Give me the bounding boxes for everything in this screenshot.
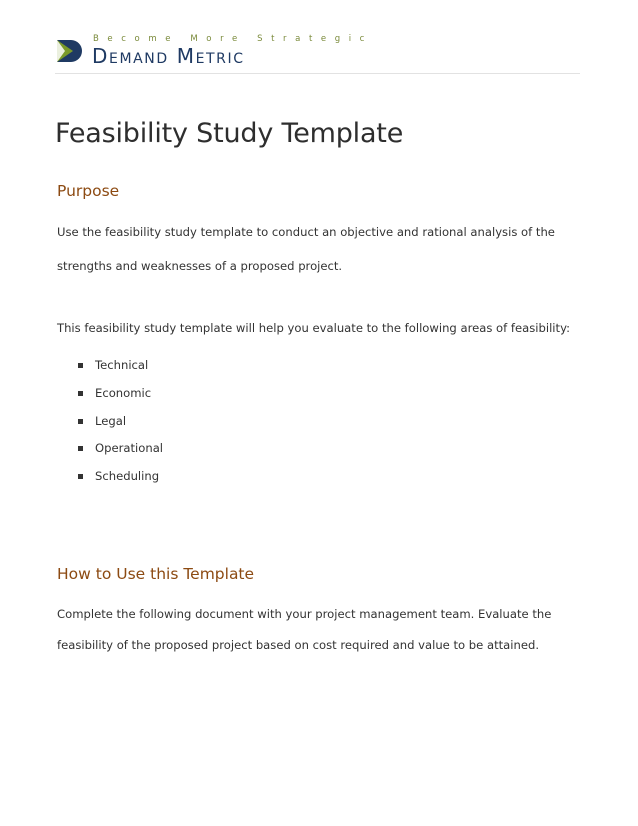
list-item [78, 414, 163, 442]
bullet-square-icon [78, 419, 83, 424]
paragraph-line: This feasibility study template will help you evaluate to the following areas of feasibility: [57, 321, 570, 335]
bullet-square-icon [78, 474, 83, 479]
list-item [78, 386, 163, 414]
header-divider [55, 73, 580, 74]
list-item-label: Scheduling [95, 469, 160, 484]
bullet-square-icon [78, 391, 83, 396]
paragraph-line: Use the feasibility study template to conduct an objective and rational analysis of the [57, 225, 555, 239]
paragraph-line: Complete the following document with your project management team. Evaluate the [57, 607, 552, 621]
section-heading-how-to-use: How to Use this Template [57, 565, 255, 583]
list-item-label: Legal [95, 413, 127, 428]
list-item-label: Operational [95, 441, 164, 456]
logo-tagline: Become More Strategic [93, 34, 373, 44]
list-item [78, 358, 163, 386]
list-item [78, 469, 163, 497]
page-title: Feasibility Study Template [55, 118, 404, 149]
list-item-label: Economic [95, 385, 152, 400]
bullet-square-icon [78, 363, 83, 368]
paragraph-line: feasibility of the proposed project based on cost required and value to be attained. [57, 638, 540, 652]
list-item [78, 441, 163, 469]
feasibility-areas-list [78, 358, 163, 497]
section-heading-purpose: Purpose [57, 182, 120, 200]
bullet-square-icon [78, 446, 83, 451]
paragraph-line: strengths and weaknesses of a proposed project. [57, 259, 343, 273]
logo-brand-name: Demand Metric [92, 44, 245, 68]
list-item-label: Technical [95, 358, 149, 372]
logo-mark-icon [55, 37, 83, 65]
demand-metric-logo [55, 34, 373, 68]
